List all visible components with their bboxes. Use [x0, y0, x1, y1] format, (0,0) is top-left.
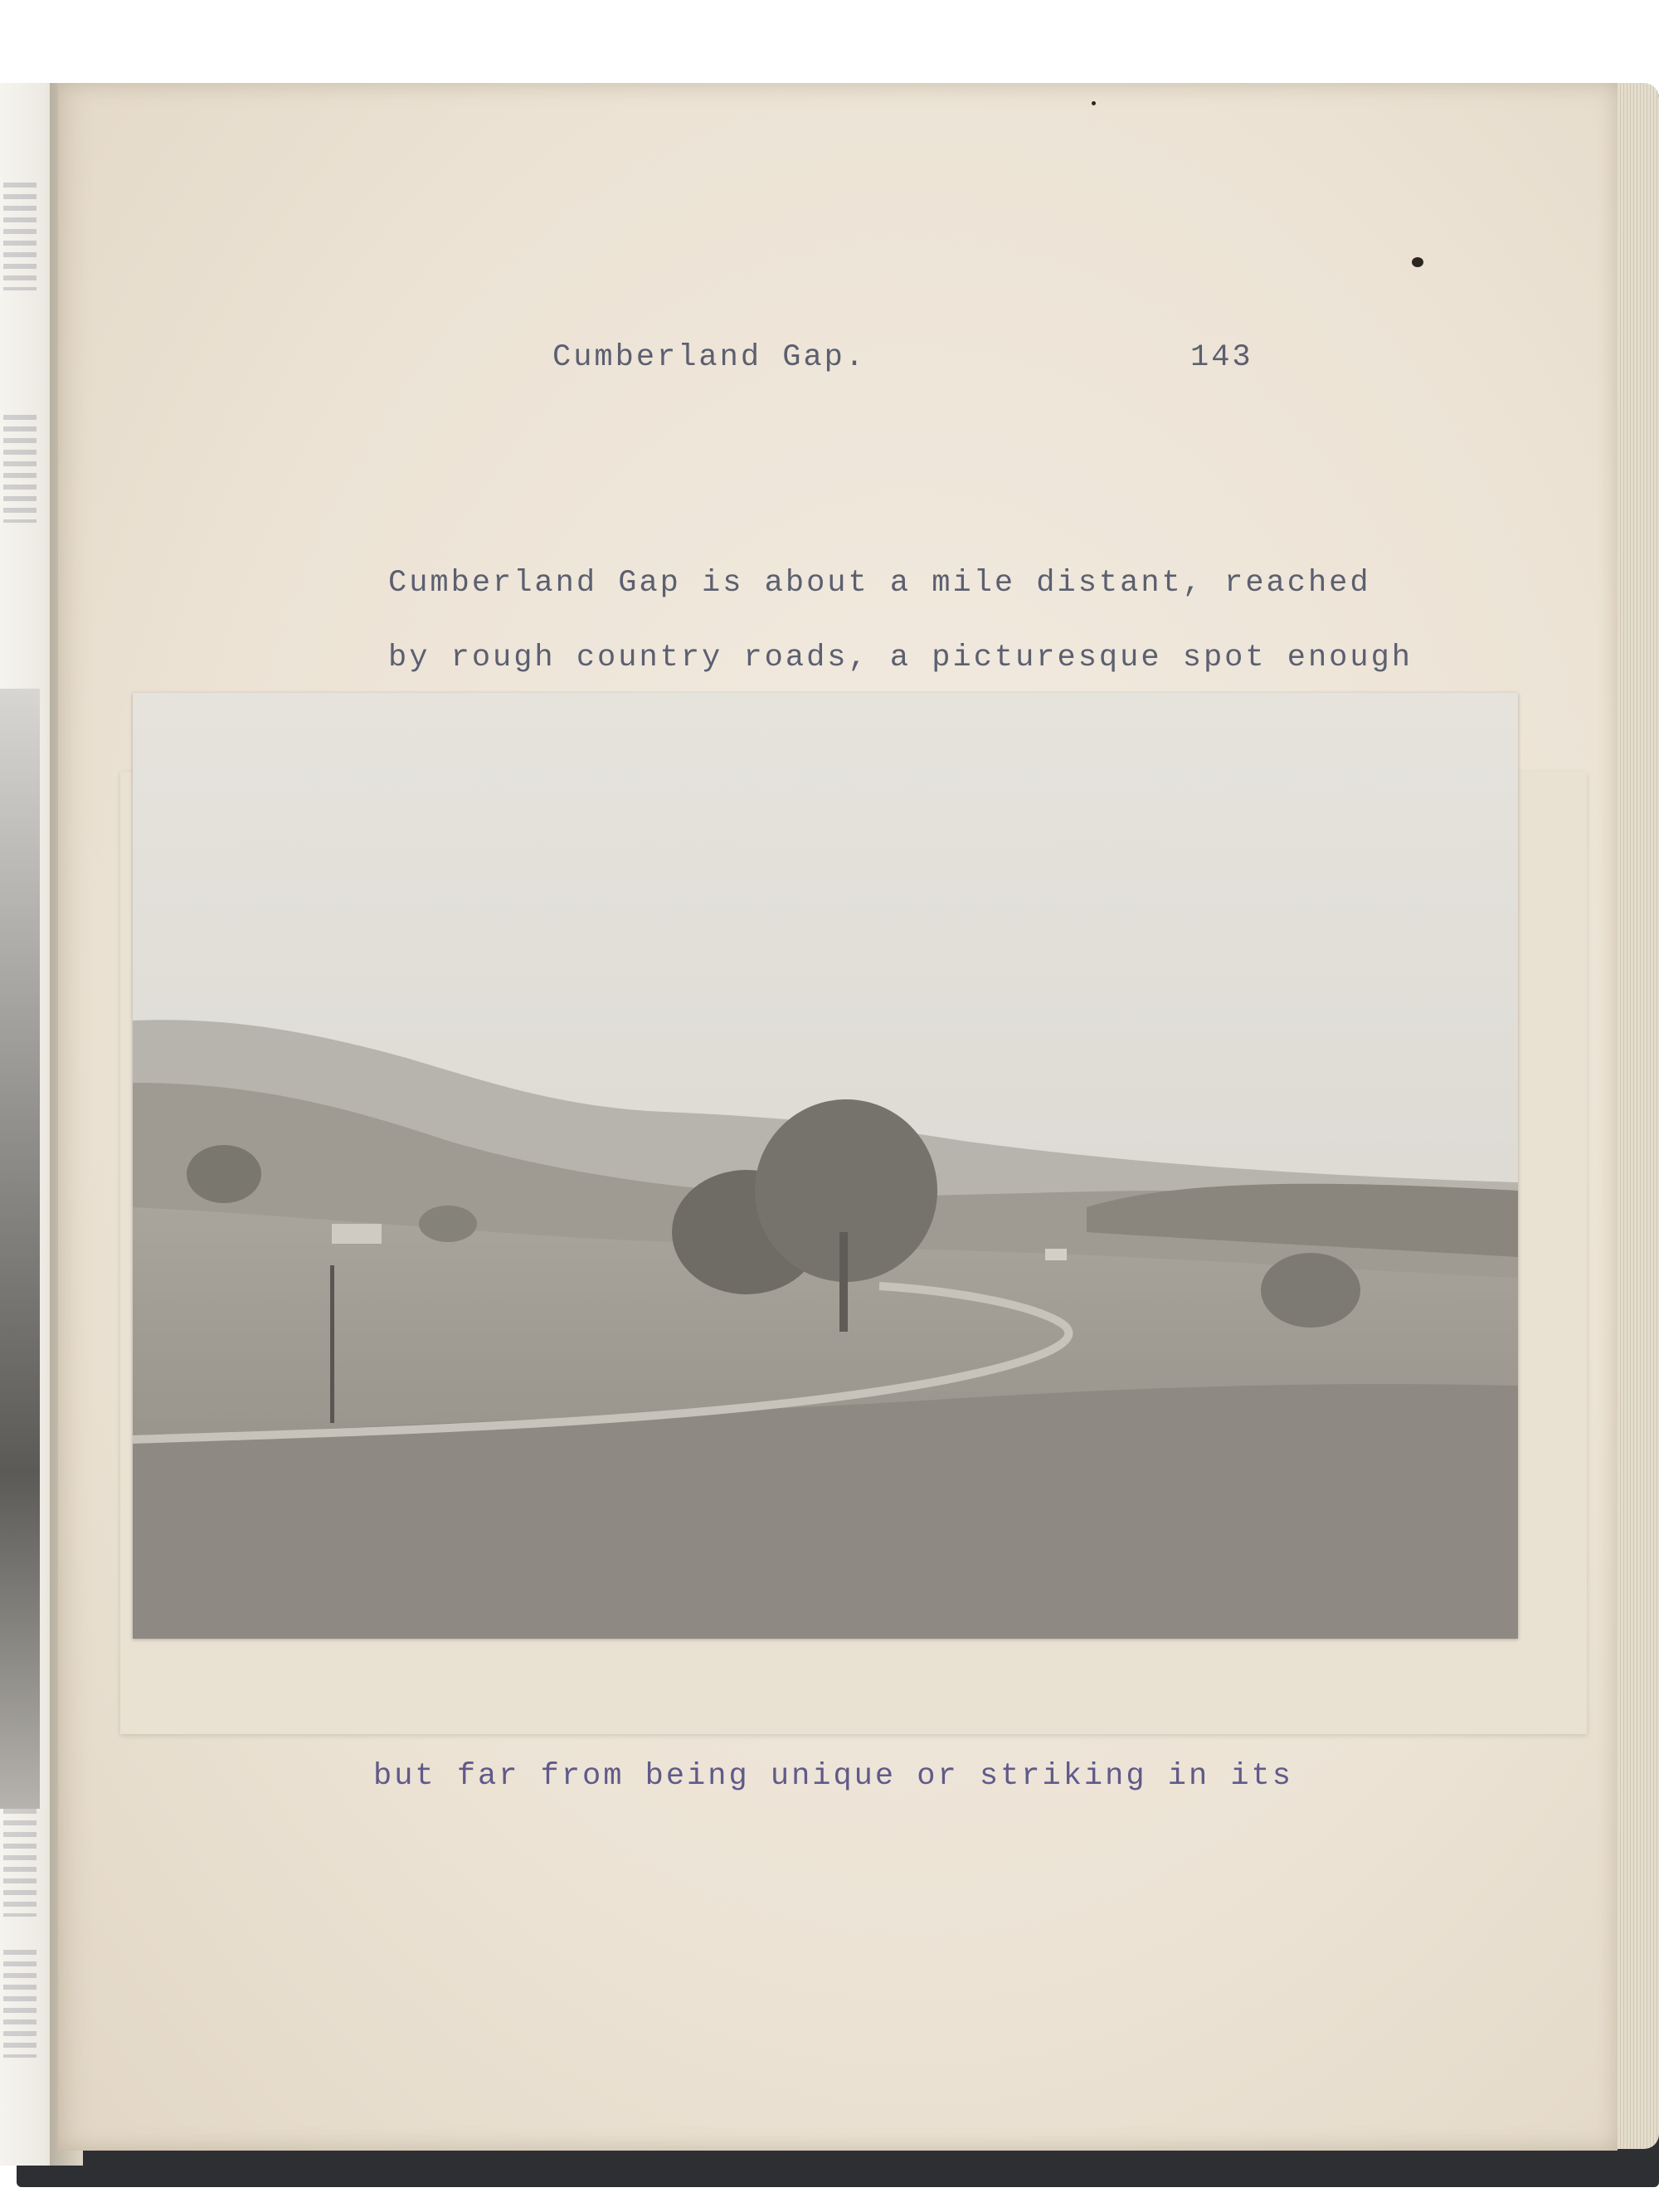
paper-speck [1092, 101, 1096, 105]
page-number: 143 [1190, 340, 1253, 375]
left-page-photo-edge [0, 689, 40, 1809]
landscape-photo-image [133, 693, 1518, 1639]
left-page-text-fragment [3, 183, 36, 290]
mounted-photograph [133, 693, 1518, 1639]
running-header-title: Cumberland Gap. [552, 340, 867, 375]
left-page-text-fragment [3, 415, 36, 523]
body-line-4: but far from being unique or striking in its [373, 1759, 1293, 1794]
body-line-2: by rough country roads, a picturesque spot enough [388, 641, 1413, 675]
body-line-1: Cumberland Gap is about a mile distant, reached [388, 566, 1371, 601]
left-page-text-fragment [3, 1809, 36, 1917]
left-page-text-fragment [3, 1950, 36, 2058]
paper-speck [1412, 257, 1423, 267]
